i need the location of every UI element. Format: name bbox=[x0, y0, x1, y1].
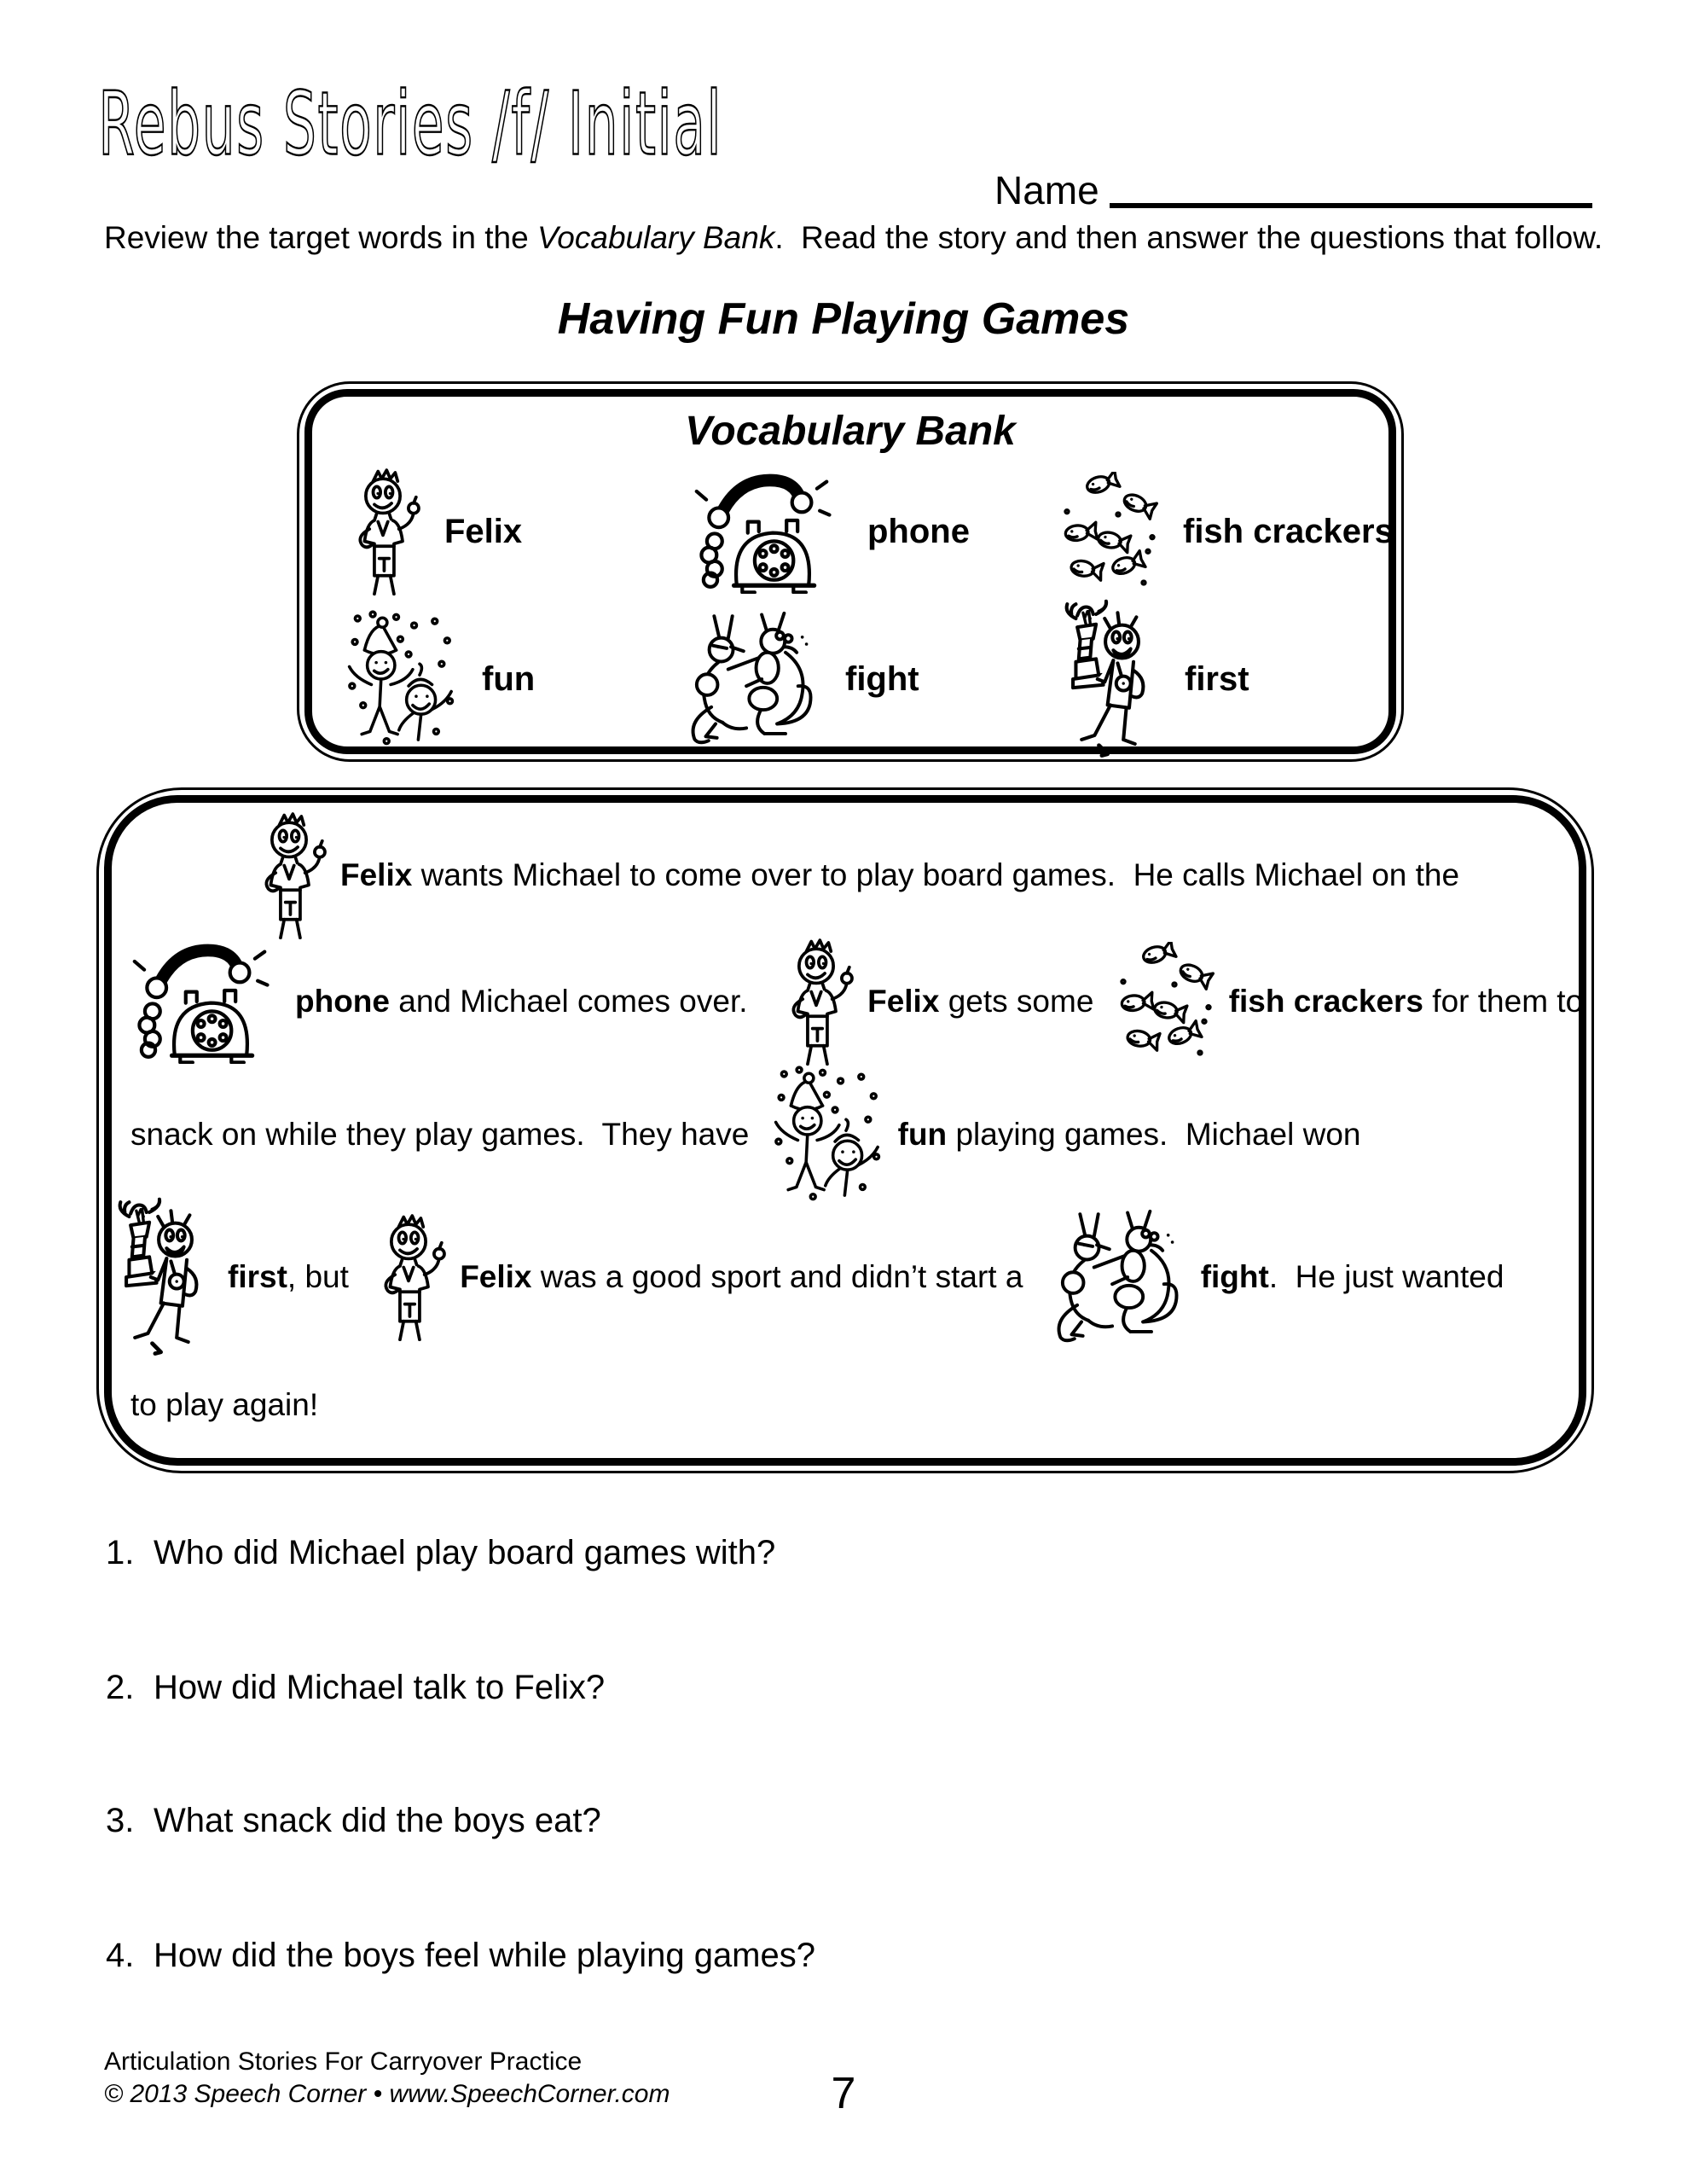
story-text: wants Michael to come over to play board games. He calls Michael on the bbox=[412, 857, 1460, 892]
vocab-item bbox=[344, 468, 678, 595]
question-text: How did Michael talk to Felix? bbox=[154, 1669, 606, 1706]
story-text: , but bbox=[287, 1259, 358, 1294]
story-text: . He just wanted bbox=[1268, 1259, 1504, 1294]
phone-icon bbox=[116, 939, 283, 1064]
fun-icon bbox=[770, 1063, 886, 1206]
felix-icon bbox=[369, 1213, 448, 1341]
instructions-vocab-bank-ref: Vocabulary Bank bbox=[536, 220, 775, 255]
story-keyword: first bbox=[228, 1259, 287, 1294]
story-keyword: Felix bbox=[340, 857, 413, 892]
question-number: 1. bbox=[106, 1534, 135, 1571]
story-text: was a good sport and didn’t start a bbox=[531, 1259, 1032, 1294]
fun-icon bbox=[344, 607, 460, 751]
vocabulary-bank-box bbox=[297, 381, 1404, 762]
first-icon bbox=[1058, 595, 1162, 763]
question-text: How did the boys feel while playing games? bbox=[154, 1937, 815, 1974]
footer-copyright: © 2013 Speech Corner • www.SpeechCorner.com bbox=[104, 2080, 670, 2108]
fish-crackers-icon bbox=[1115, 942, 1217, 1061]
felix-icon bbox=[777, 938, 855, 1066]
question-item bbox=[106, 1534, 775, 1572]
story-box bbox=[96, 787, 1594, 1473]
vocab-item bbox=[344, 607, 678, 751]
name-field bbox=[994, 168, 1592, 212]
story-line bbox=[250, 807, 1459, 944]
story-keyword: fight bbox=[1200, 1259, 1269, 1294]
fish-crackers-icon bbox=[1058, 472, 1161, 591]
felix-icon bbox=[250, 811, 328, 939]
fight-icon bbox=[678, 609, 823, 749]
name-blank-line bbox=[1110, 195, 1592, 208]
footer-series-title: Articulation Stories For Carryover Practice bbox=[104, 2048, 583, 2076]
name-label: Name bbox=[994, 168, 1099, 212]
phone-icon bbox=[678, 469, 845, 594]
story-text: playing games. Michael won bbox=[947, 1117, 1361, 1152]
story-text: for them to bbox=[1423, 984, 1584, 1019]
story-keyword: Felix bbox=[460, 1259, 532, 1294]
felix-icon bbox=[344, 468, 422, 595]
story-keyword: fish crackers bbox=[1228, 984, 1424, 1019]
vocab-item-label: phone bbox=[867, 512, 970, 550]
story-keyword: fun bbox=[897, 1117, 948, 1152]
question-number: 4. bbox=[106, 1937, 135, 1974]
vocab-item bbox=[678, 469, 1058, 594]
vocab-item-label: fight bbox=[845, 659, 919, 698]
question-item bbox=[106, 1802, 601, 1840]
story-text: snack on while they play games. They have bbox=[130, 1117, 758, 1152]
instructions-text-1: Review the target words in the bbox=[104, 220, 537, 255]
story-title: Having Fun Playing Games bbox=[557, 294, 1130, 344]
vocab-item bbox=[678, 609, 1058, 749]
worksheet-title-text: Rebus Stories /f/ Initial bbox=[98, 73, 723, 175]
fight-icon bbox=[1044, 1207, 1189, 1347]
story-keyword: phone bbox=[295, 984, 390, 1019]
page-number: 7 bbox=[831, 2069, 856, 2118]
vocab-grid bbox=[344, 468, 1394, 754]
story-text: to play again! bbox=[130, 1387, 319, 1422]
instructions bbox=[104, 220, 1603, 256]
question-text: What snack did the boys eat? bbox=[154, 1802, 601, 1839]
vocab-item-label: fun bbox=[482, 659, 536, 698]
vocab-item-label: fish crackers bbox=[1183, 512, 1394, 550]
vocabulary-bank-header: Vocabulary Bank bbox=[685, 409, 1016, 454]
first-icon bbox=[112, 1194, 216, 1361]
story-text: and Michael comes over. bbox=[389, 984, 766, 1019]
vocab-item bbox=[1058, 472, 1394, 591]
story-keyword: Felix bbox=[867, 984, 940, 1019]
question-number: 3. bbox=[106, 1802, 135, 1839]
story-line bbox=[130, 1061, 1361, 1208]
question-item bbox=[106, 1937, 815, 1975]
story-text: gets some bbox=[939, 984, 1103, 1019]
story-line bbox=[112, 1198, 1504, 1356]
question-item bbox=[106, 1669, 605, 1707]
worksheet-title bbox=[96, 72, 812, 200]
story-line bbox=[130, 1384, 318, 1426]
vocab-item-label: first bbox=[1185, 659, 1249, 698]
question-number: 2. bbox=[106, 1669, 135, 1706]
story-line bbox=[116, 933, 1583, 1070]
vocab-item bbox=[1058, 595, 1394, 763]
instructions-text-2: . Read the story and then answer the questions that follow. bbox=[774, 220, 1603, 255]
question-text: Who did Michael play board games with? bbox=[154, 1534, 776, 1571]
vocab-item-label: Felix bbox=[444, 512, 523, 550]
